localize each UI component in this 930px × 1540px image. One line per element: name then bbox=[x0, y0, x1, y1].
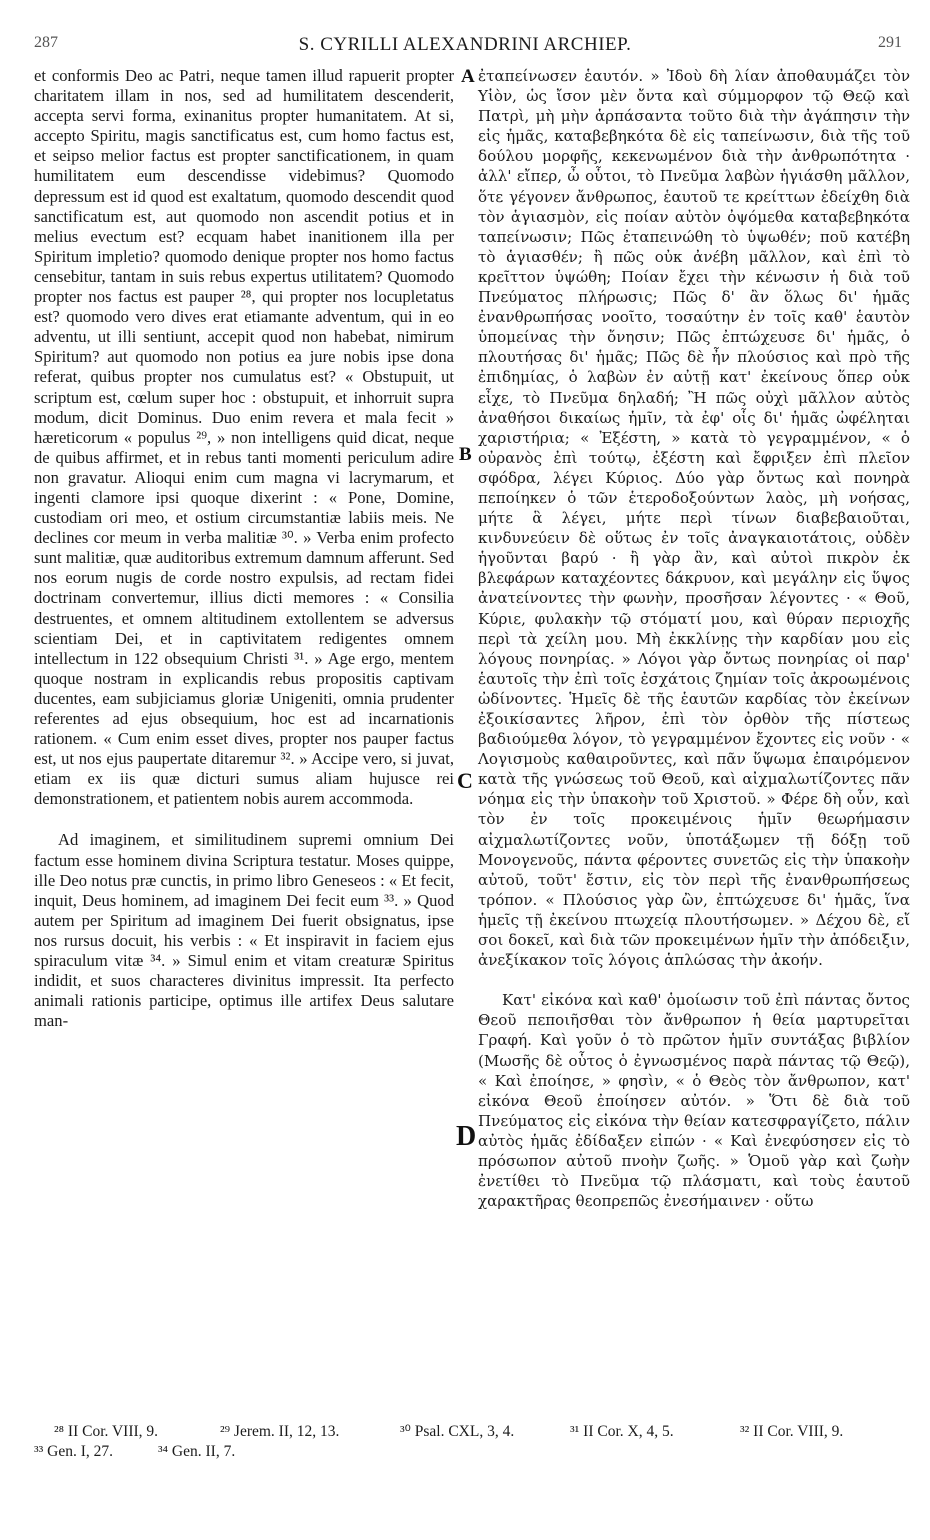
footnote-29: ²⁹ Jerem. II, 12, 13. bbox=[220, 1423, 340, 1440]
right-page-number: 291 bbox=[878, 34, 902, 51]
margin-letter-b: B bbox=[459, 444, 472, 465]
running-title: S. CYRILLI ALEXANDRINI ARCHIEP. bbox=[298, 34, 632, 55]
greek-column bbox=[478, 66, 910, 1211]
greek-paragraph-1: ἐταπείνωσεν ἑαυτόν. » Ἰδοὺ δὴ λίαν ἀποθαυμάζει τὸν Υἱὸν, ὡς ἴσον μὲν ὄντα καὶ σύμμορφον τῷ Θεῷ καὶ Πατρὶ, μὴ μὴν ἁρπάσαντα τοῦτο διὰ τὴν ἀγάπησιν τὴν εἰς ἡμᾶς, καταβεβηκότα δὲ εἰς ταπείνωσιν, διὰ τῆς τοῦ δούλου μορφῆς, κεκενωμένον διὰ τὴν ἀνθρωπότητα · ἀλλ' εἴπερ, ὦ οὗτοι, τὸ Πνεῦμα λαβὼν ἡγιάσθη μᾶλλον, ὅτε γέγονεν ἄνθρωπος, ἑαυτοῦ τε κρείττων ἐδείχθη διὰ τὸν ἁγιασμὸν, εἰς ποίαν αὐτὸν ὀψόμεθα καταβεβηκότα ταπείνωσιν; Πῶς ἐταπεινώθη τὸ ὑψωθέν; ποῦ κατέβη τὸ ἁγιασθέν; ἢ πῶς οὐκ ἀνέβη μᾶλλον, καὶ ἐπὶ τὸ κρεῖττον ὑψώθη; Ποίαν ἔχει τὴν κένωσιν ἡ διὰ τοῦ Πνεύματος πλήρωσις; Πῶς δ' ἂν ὅλως δι' ἡμᾶς ἐνανθρωπήσας νοοῖτο, τοσαύτην ἐν τοῖς καθ' ἑαυτὸν ὑπομείνας τὴν ὄνησιν; Πῶς ἐπτώχευσε δι' ἡμᾶς, ὁ πλουτήσας δι' ἡμᾶς; Πῶς δὲ ἦν πλούσιος καὶ πρὸ τῆς ἐπιδημίας, ὁ λαβὼν ἐν αὐτῇ κατ' ἐκείνους ὅπερ οὐκ εἶχε, τὸ Πνεῦμα δηλαδή; Ἢ πῶς οὐχὶ μᾶλλον αὐτὸς ἀναθήσοι δικαίως ἡμῖν, τὰ ἐφ' οἷς δι' ἡμᾶς ὠφέληται χαριστήρια; « Ἐξέστη, » κατὰ τὸ γεγραμμένον, « ὁ οὐρανὸς ἐπὶ τούτῳ, ἐξέστη καὶ ἔφριξεν ἐπὶ πλεῖον σφόδρα, λέγει Κύριος. Δύο γὰρ ὄντως καὶ πονηρὰ πεποίηκεν ὁ τῶν ἑτεροδοξούντων λαὸς, μὴ νοήσας, μήτε ἃ λέγει, μήτε περὶ τίνων διαβεβαιοῦται, κινδυνεύειν δὲ οὕτως ἐν τοῖς ἀναγκαιοτάτοις, οὐδὲν ἡγοῦνται βαρύ · ἢ γὰρ ἂν, καὶ αὐτοὶ πικρὸν ἐκ βλεφάρων καταχέοντες δάκρυον, καὶ μεγάλην εἰς ὕψος ἀνατείνοντες τὴν φωνὴν, προσῆσαν λέγοντες · « Θοῦ, Κύριε, φυλακὴν τῷ στόματί μου, καὶ θύραν περιοχῆς περὶ τὰ χείλη μου. Μὴ ἐκκλίνῃς τὴν καρδίαν μου εἰς λόγους πονηρίας. » Λόγοι γὰρ ὄντως πονηρίας οἱ παρ' ἑαυτοῖς τὴν ἐπὶ τοῖς ἐσχάτοις ζημίαν τοῖς ἀκροωμένοις ὠδίνοντες. Ἡμεῖς δὲ τῆς ἑαυτῶν καρδίας τὸν ἐκείνων ἐξοικίσαντες λῆρον, ἐπὶ τὸν ὀρθὸν τῆς πίστεως βαδιούμεθα λόγον, τὸ γεγραμμένον ἔχοντες εἰς νοῦν · « Λογισμοὺς καθαιροῦντες, καὶ πᾶν ὕψωμα ἐπαιρόμενον κατὰ τῆς γνώσεως τοῦ Θεοῦ, καὶ αἰχμαλωτίζοντες πᾶν νόημα εἰς τὴν ὑπακοὴν τοῦ Χριστοῦ. » Φέρε δὴ οὖν, καὶ τὸν ἐν τοῖς προκειμένοις ἡμῖν θεωρήμασιν αἰχμαλωτίζοντες νοῦν, ὑποτάξωμεν τῇ δόξῃ τοῦ Μονογενοῦς, πάντα φέροντες συνετῶς εἰς τὴν ὑπακοὴν αὐτοῦ, τοῦτ' ἔστιν, εἰς τὸν περὶ τῆς ἐνανθρωπήσεως τρόπον. « Πλούσιος γὰρ ὢν, ἐπτώχευσε δι' ἡμᾶς, ἵνα ἡμεῖς τῇ ἐκείνου πτωχείᾳ πλουτήσωμεν. » Δέχου δὲ, εἴ σοι δοκεῖ, καὶ διὰ τῶν προκειμένων ἡμῖν τὴν ἀπόδειξιν, ἀνεξίκακον τοῖς λόγοις ἁπλώσας τὴν ἀκοήν. bbox=[478, 67, 910, 970]
footnote-line-1 bbox=[30, 1422, 910, 1442]
footnote-31: ³¹ II Cor. X, 4, 5. bbox=[570, 1423, 674, 1440]
latin-paragraph-2: Ad imaginem, et similitudinem supremi omnium Dei factum esse hominem divina Scriptura testatur. Moses quippe, ille Deo notus præ cunctis, in primo libro Geneseos : « Et fecit, inquit, Deus hominem, ad imaginem Dei fecit eum ³³. » Quod autem per Spiritum ad imaginem Dei fuerit obsignatus, ipse nos rursus docuit, his verbis : « Et inspiravit in faciem ejus spiraculum vitæ ³⁴. » Simul enim et vitam creaturæ Spiritus indidit, et suos characteres divinitus impressit. Ita perfecto animali rationis participe, optimus ille artifex Deus salutare man- bbox=[34, 830, 454, 1031]
margin-letter-d: D bbox=[456, 1121, 477, 1152]
running-head bbox=[20, 30, 910, 60]
margin-letter-c: C bbox=[457, 768, 473, 793]
footnote-line-2 bbox=[30, 1442, 910, 1462]
margin-letter-a: A bbox=[461, 66, 475, 87]
footnote-34: ³⁴ Gen. II, 7. bbox=[158, 1443, 236, 1460]
footnote-30: ³⁰ Psal. CXL, 3, 4. bbox=[400, 1423, 515, 1440]
greek-paragraph-2: Κατ' εἰκόνα καὶ καθ' ὁμοίωσιν τοῦ ἐπὶ πάντας ὄντος Θεοῦ πεποιῆσθαι τὸν ἄνθρωπον ἡ θεία μαρτυρεῖται Γραφή. Καὶ γοῦν ὁ τὸ πρῶτον ἡμῖν συντάξας βιβλίον (Μωσῆς δὲ οὗτος ὁ ἐγνωσμένος παρὰ πάντας τῷ Θεῷ), « Καὶ ἐποίησε, » φησὶν, « ὁ Θεὸς τὸν ἄνθρωπον, κατ' εἰκόνα Θεοῦ ἐποίησεν αὐτόν. » Ὅτι δὲ διὰ τοῦ Πνεύματος εἰς εἰκόνα τὴν θείαν κατεσφραγίζετο, πάλιν αὐτὸς ἡμᾶς ἐδίδαξεν εἰπών · « Καὶ ἐνεφύσησεν εἰς τὸ πρόσωπον αὐτοῦ πνοὴν ζωῆς. » Ὁμοῦ γὰρ καὶ ζωὴν ἐνετίθει τὸ Πνεῦμα τῷ πλάσματι, καὶ τοὺς ἑαυτοῦ χαρακτῆρας θεοπρεπῶς ἐνεσήμαινεν · οὕτω bbox=[478, 991, 910, 1211]
footnote-28: ²⁸ II Cor. VIII, 9. bbox=[54, 1423, 159, 1440]
latin-paragraph-1: et conformis Deo ac Patri, neque tamen illud rapuerit propter charitatem illam in nos, sed ad humilitatem descenderit, accepta servi forma, exinanitus propter humanitatem. At si, accepto Spiritu, magis sanctificatus est, cum homo factus est, et seipso melior factus est propter sanctificationem, in quam humilitatem eum descendisse videbimus? Quomodo depressum est id quod est exaltatum, quomodo descendit quod sanctificatum est, aut quomodo non ascendit potius et in melius evectum est? ecquam habet inanitionem illa per Spiritum impletio? quomodo denique propter nos homo factus censebitur, tantam in suis rebus expertus utilitatem? Quomodo propter nos factus est pauper ²⁸, qui propter nos locupletatus est? quomodo vero dives erat etiamante adventum, qui in eo adventu, ut illi sentiunt, accepit quod non habebat, nimirum Spiritum? aut quomodo non potius ea jure nobis ipse dona referat, quibus propter nos cumulatus est? « Obstupuit, ut scriptum est, cœlum super hoc : obstupuit, et inhorruit supra modum, dicit Dominus. Duo enim revera et mala fecit » hæreticorum « populus ²⁹, » non intelligens quid dicat, neque de quibus affirmet, et in rebus tanti momenti periculum adire non gravatur. Alioqui enim cum magna vi lacrymarum, et ingenti clamore ipsi quoque dixerint : « Pone, Domine, custodiam ori meo, et ostium circumstantiæ labiis meis. Ne declines cor meum in verba malitiæ ³⁰. » Verba enim profecto sunt malitiæ, quæ auditoribus extremum damnum afferunt. Sed nos eorum nugis de corde nostro expulsis, ad rectam fidei doctrinam convertemur, illius dicti memores : « Consilia destruentes, et omnem altitudinem extollentem se adversus scientiam Dei, et in captivitatem redigentes omnem intellectum in 122 obsequium Christi ³¹. » Age ergo, mentem quoque nostram in explicandis rebus propositis captivam ducentes, eam subjiciamus gloriæ Unigeniti, omnia prudenter referentes ad ejus obsequium, hoc est ad incarnationis rationem. « Cum enim esset dives, propter nos pauper factus est, ut nos ejus paupertate ditaremur ³². » Accipe vero, si juvat, etiam ex iis quæ dicturi sumus aliam hujusce rei demonstrationem, et patientem nobis aurem accommoda. bbox=[34, 66, 454, 809]
left-page-number: 287 bbox=[34, 34, 58, 51]
footnote-33: ³³ Gen. I, 27. bbox=[34, 1443, 114, 1460]
latin-column bbox=[34, 66, 454, 1031]
footnote-32: ³² II Cor. VIII, 9. bbox=[740, 1423, 844, 1440]
